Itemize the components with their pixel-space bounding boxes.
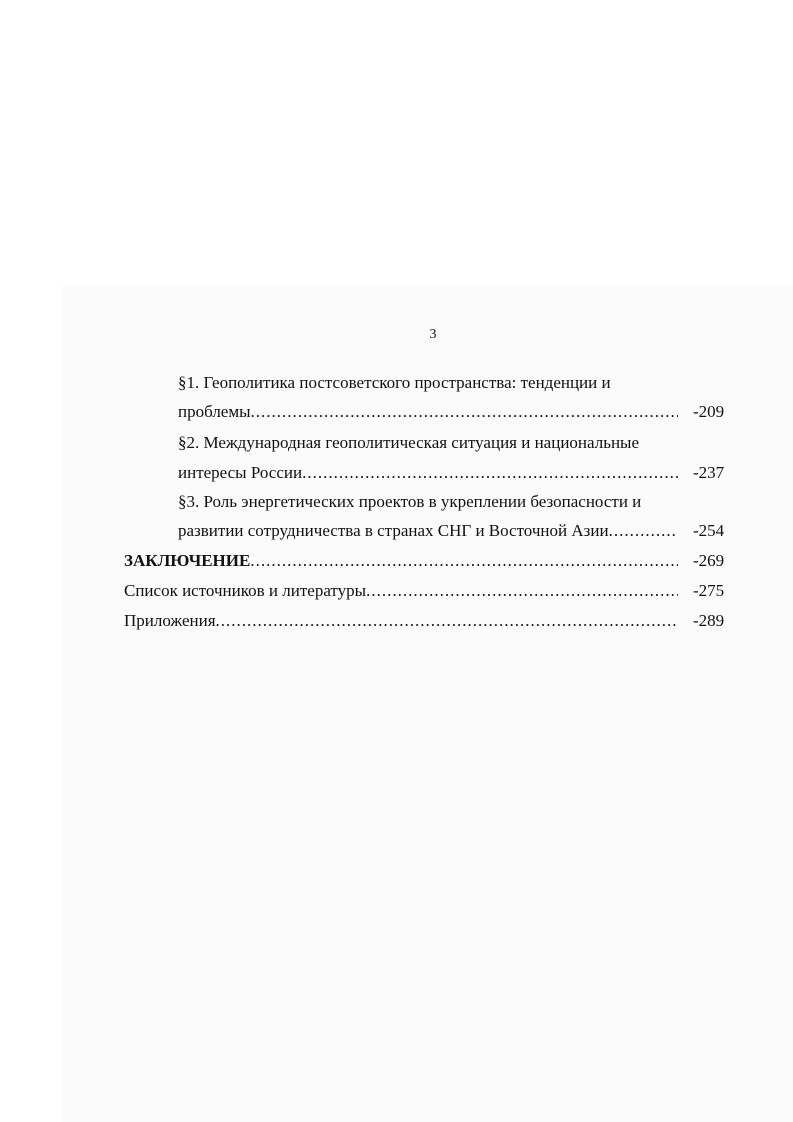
toc-section3-entry <box>178 520 678 542</box>
toc-section2-entry <box>178 462 678 484</box>
toc-sources-title: Список источников и литературы <box>124 581 367 600</box>
toc-appendices-page: -289 <box>693 611 725 630</box>
toc-section1-line2: проблемы <box>178 402 251 421</box>
dot-leader <box>302 462 678 484</box>
toc-sources-page: -275 <box>693 581 725 600</box>
toc-sources-entry <box>124 580 678 602</box>
toc-section3-line2: развитии сотрудничества в странах СНГ и Восточной Азии <box>178 521 609 540</box>
toc-section3-line1: §3. Роль энергетических проектов в укреплении безопасности и <box>178 492 642 511</box>
dot-leader <box>250 550 678 572</box>
toc-section1-entry <box>178 401 678 423</box>
dot-leader <box>366 580 678 602</box>
dot-leader <box>609 520 678 542</box>
toc-conclusion-page: -269 <box>693 551 725 570</box>
toc-conclusion-entry <box>124 550 678 572</box>
toc-section1-line1: §1. Геополитика постсоветского пространства: тенденции и <box>178 373 611 392</box>
toc-section2-line1: §2. Международная геополитическая ситуация и национальные <box>178 433 640 452</box>
dot-leader <box>251 401 678 423</box>
toc-section1-page: -209 <box>693 402 725 421</box>
page-number: 3 <box>429 327 437 342</box>
toc-section3-page: -254 <box>693 521 725 540</box>
toc-conclusion-title: ЗАКЛЮЧЕНИЕ <box>124 551 251 570</box>
dot-leader <box>216 610 678 632</box>
toc-appendices-entry <box>124 610 678 632</box>
toc-section2-line2: интересы России <box>178 463 303 482</box>
toc-appendices-title: Приложения <box>124 611 216 630</box>
toc-section2-page: -237 <box>693 463 725 482</box>
